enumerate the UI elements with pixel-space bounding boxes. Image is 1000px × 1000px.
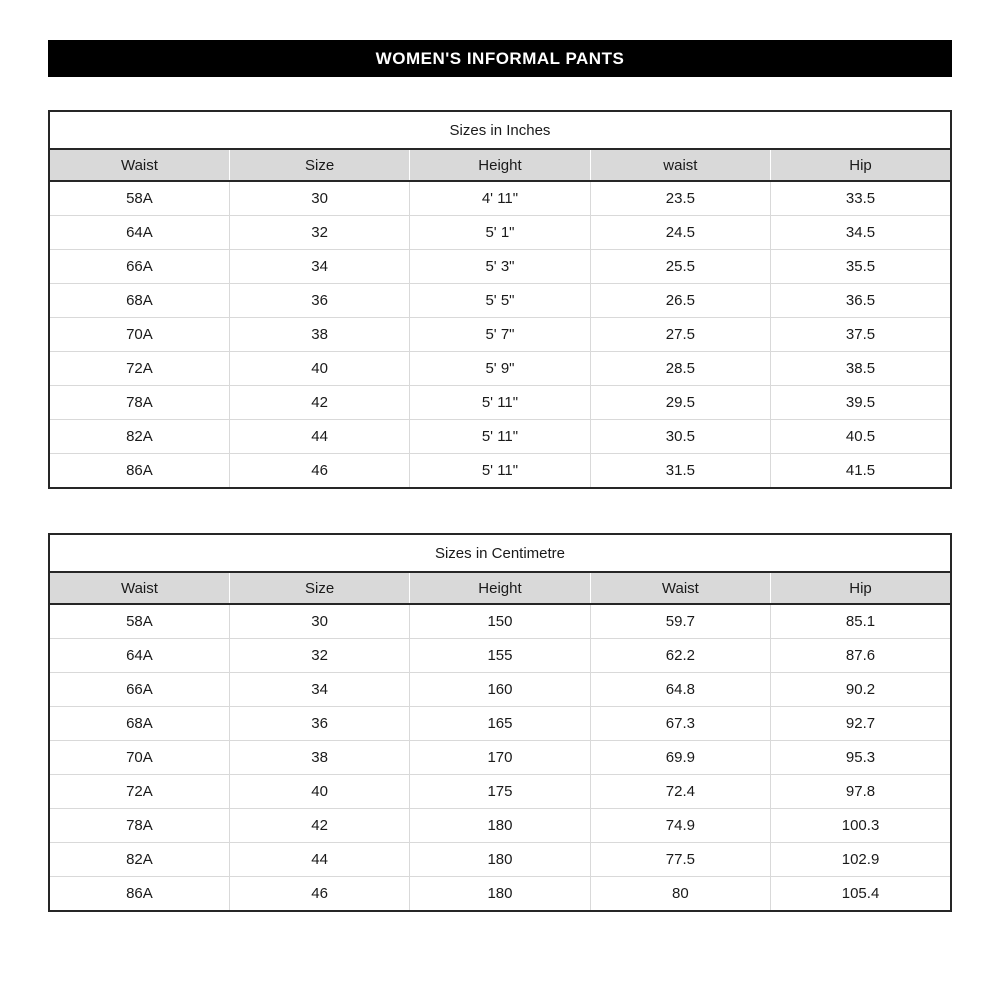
table-cell: 58A	[49, 604, 229, 639]
table-cell: 180	[410, 809, 590, 843]
table-row	[49, 181, 951, 216]
table-cell: 44	[229, 843, 409, 877]
table-row	[49, 386, 951, 420]
table-cell: 170	[410, 741, 590, 775]
table-cell: 5' 3"	[410, 250, 590, 284]
table-cell: 155	[410, 639, 590, 673]
table-cell: 74.9	[590, 809, 770, 843]
table-cell: 86A	[49, 454, 229, 489]
table-row	[49, 454, 951, 489]
table-cell: 90.2	[771, 673, 951, 707]
table-cell: 40	[229, 352, 409, 386]
table-cell: 58A	[49, 181, 229, 216]
table-cell: 160	[410, 673, 590, 707]
table-cell: 64A	[49, 216, 229, 250]
table-cell: 5' 11"	[410, 454, 590, 489]
table-cell: 97.8	[771, 775, 951, 809]
table-row	[49, 673, 951, 707]
column-header-hip: Hip	[771, 149, 951, 181]
table-cell: 40	[229, 775, 409, 809]
table-cell: 78A	[49, 809, 229, 843]
table-cell: 4' 11"	[410, 181, 590, 216]
table-cell: 28.5	[590, 352, 770, 386]
table-cell: 27.5	[590, 318, 770, 352]
table-cell: 44	[229, 420, 409, 454]
column-header-waist: waist	[590, 149, 770, 181]
table-cell: 87.6	[771, 639, 951, 673]
table-cell: 59.7	[590, 604, 770, 639]
table-row	[49, 604, 951, 639]
table-cell: 35.5	[771, 250, 951, 284]
column-header-waist-code: Waist	[49, 572, 229, 604]
table-cell: 175	[410, 775, 590, 809]
table-row	[49, 318, 951, 352]
table-cell: 72A	[49, 775, 229, 809]
table-title: Sizes in Centimetre	[49, 534, 951, 572]
table-cell: 32	[229, 639, 409, 673]
table-cell: 5' 1"	[410, 216, 590, 250]
column-header-height: Height	[410, 149, 590, 181]
table-row	[49, 741, 951, 775]
table-cell: 36	[229, 707, 409, 741]
table-row	[49, 284, 951, 318]
table-cell: 69.9	[590, 741, 770, 775]
table-cell: 64A	[49, 639, 229, 673]
table-cell: 66A	[49, 250, 229, 284]
table-cell: 72A	[49, 352, 229, 386]
table-cell: 41.5	[845, 462, 876, 479]
table-cell: 24.5	[590, 216, 770, 250]
table-cell: 62.2	[590, 639, 770, 673]
table-cell: 34	[229, 250, 409, 284]
table-row	[49, 809, 951, 843]
column-header-waist-code: Waist	[49, 149, 229, 181]
table-cell: 26.5	[590, 284, 770, 318]
column-header-height: Height	[410, 572, 590, 604]
table-cell: 38.5	[771, 352, 951, 386]
table-cell: 30.5	[590, 420, 770, 454]
table-cell: 5' 9"	[410, 352, 590, 386]
table-cell: 37.5	[771, 318, 951, 352]
table-cell: 42	[229, 386, 409, 420]
table-row	[49, 707, 951, 741]
column-header-hip: Hip	[771, 572, 951, 604]
table-title-row	[49, 111, 951, 149]
table-cell: 102.9	[771, 843, 951, 877]
table-cell: 5' 11"	[410, 420, 590, 454]
table-cell: 46	[229, 454, 409, 489]
table-cell: 39.5	[771, 386, 951, 420]
table-cell: 70A	[49, 318, 229, 352]
table-cell: 5' 7"	[410, 318, 590, 352]
table-cell: 40.5	[771, 420, 951, 454]
table-cell: 86A	[49, 877, 229, 912]
table-cell: 80	[590, 877, 770, 912]
column-header-size: Size	[229, 149, 409, 181]
table-cell: 46	[229, 877, 409, 912]
table-cell: 95.3	[771, 741, 951, 775]
table-row	[49, 843, 951, 877]
table-cell: 77.5	[590, 843, 770, 877]
table-cell: 29.5	[590, 386, 770, 420]
column-header-waist: Waist	[590, 572, 770, 604]
table-cell: 82A	[49, 843, 229, 877]
table-cell: 33.5	[771, 181, 951, 216]
table-cell: 36	[229, 284, 409, 318]
table-cell: 180	[410, 877, 590, 912]
table-cell: 31.5	[590, 454, 770, 489]
table-header-row	[49, 572, 951, 604]
table-cell: 78A	[49, 386, 229, 420]
table-row	[49, 216, 951, 250]
table-cell: 68A	[49, 284, 229, 318]
table-cell: 23.5	[590, 181, 770, 216]
table-cell: 5' 5"	[410, 284, 590, 318]
table-cell: 32	[229, 216, 409, 250]
table-cell: 85.1	[771, 604, 951, 639]
inches-size-table	[48, 110, 952, 489]
table-cell: 165	[410, 707, 590, 741]
table-cell: 92.7	[771, 707, 951, 741]
table-cell: 42	[229, 809, 409, 843]
table-cell: 25.5	[590, 250, 770, 284]
table-title: Sizes in Inches	[49, 111, 951, 149]
table-cell: 38	[229, 318, 409, 352]
table-cell: 30	[229, 604, 409, 639]
table-cell: 72.4	[590, 775, 770, 809]
table-cell: 67.3	[590, 707, 770, 741]
table-row	[49, 420, 951, 454]
table-cell: 34.5	[771, 216, 951, 250]
table-row	[49, 775, 951, 809]
table-title-row	[49, 534, 951, 572]
table-cell: 150	[410, 604, 590, 639]
table-cell: 70A	[49, 741, 229, 775]
table-row	[49, 639, 951, 673]
table-cell: 180	[410, 843, 590, 877]
table-cell: 100.3	[771, 809, 951, 843]
table-cell: 82A	[49, 420, 229, 454]
table-cell: 105.4	[841, 885, 880, 902]
table-row	[49, 877, 951, 912]
table-cell: 68A	[49, 707, 229, 741]
table-cell: 66A	[49, 673, 229, 707]
table-header-row	[49, 149, 951, 181]
centimetre-size-table	[48, 533, 952, 912]
page-title: WOMEN'S INFORMAL PANTS	[48, 40, 952, 77]
table-cell: 5' 11"	[410, 386, 590, 420]
table-cell: 38	[229, 741, 409, 775]
column-header-size: Size	[229, 572, 409, 604]
table-cell: 64.8	[590, 673, 770, 707]
table-cell: 34	[229, 673, 409, 707]
table-row	[49, 352, 951, 386]
table-cell: 36.5	[771, 284, 951, 318]
table-cell: 30	[229, 181, 409, 216]
table-row	[49, 250, 951, 284]
